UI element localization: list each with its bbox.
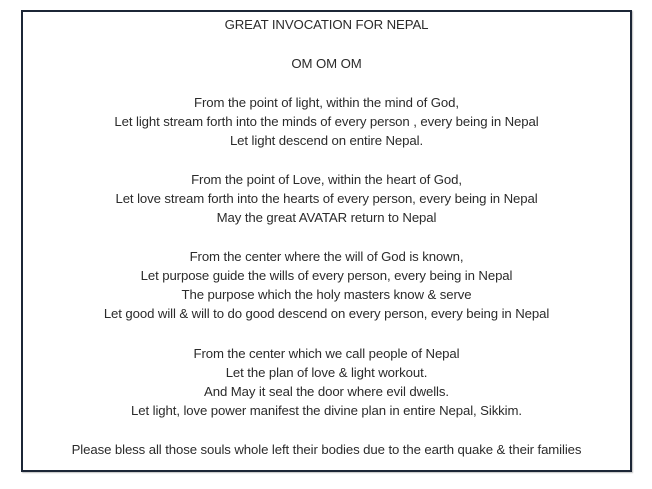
stanza-2-line-1: From the point of Love, within the heart of God, bbox=[191, 172, 462, 187]
stanza-4-line-4: Let light, love power manifest the divine plan in entire Nepal, Sikkim. bbox=[131, 403, 522, 418]
invocation-frame bbox=[21, 10, 632, 472]
stanza-1-line-3: Let light descend on entire Nepal. bbox=[229, 133, 424, 148]
closing-blessing: Please bless all those souls whole left their bodies due to the earth quake & their families bbox=[71, 442, 582, 457]
stanza-2-line-2: Let love stream forth into the hearts of every person, every being in Nepal bbox=[115, 191, 538, 206]
stanza-3-line-1: From the center where the will of God is known, bbox=[189, 249, 464, 264]
stanza-2-line-3: May the great AVATAR return to Nepal bbox=[216, 210, 437, 225]
stanza-3-line-4: Let good will & will to do good descend on every person, every being in Nepal bbox=[103, 306, 550, 321]
stanza-1-line-1: From the point of light, within the mind of God, bbox=[194, 95, 459, 110]
document-title: GREAT INVOCATION FOR NEPAL bbox=[224, 17, 429, 32]
stanza-3-line-3: The purpose which the holy masters know & serve bbox=[181, 287, 472, 302]
stanza-4-line-2: Let the plan of love & light workout. bbox=[225, 365, 428, 380]
stanza-4-line-1: From the center which we call people of Nepal bbox=[193, 346, 460, 361]
chant-line: OM OM OM bbox=[291, 56, 362, 71]
stanza-3-line-2: Let purpose guide the wills of every person, every being in Nepal bbox=[140, 268, 513, 283]
stanza-1-line-2: Let light stream forth into the minds of every person , every being in Nepal bbox=[114, 114, 539, 129]
stanza-4-line-3: And May it seal the door where evil dwells. bbox=[204, 384, 449, 399]
